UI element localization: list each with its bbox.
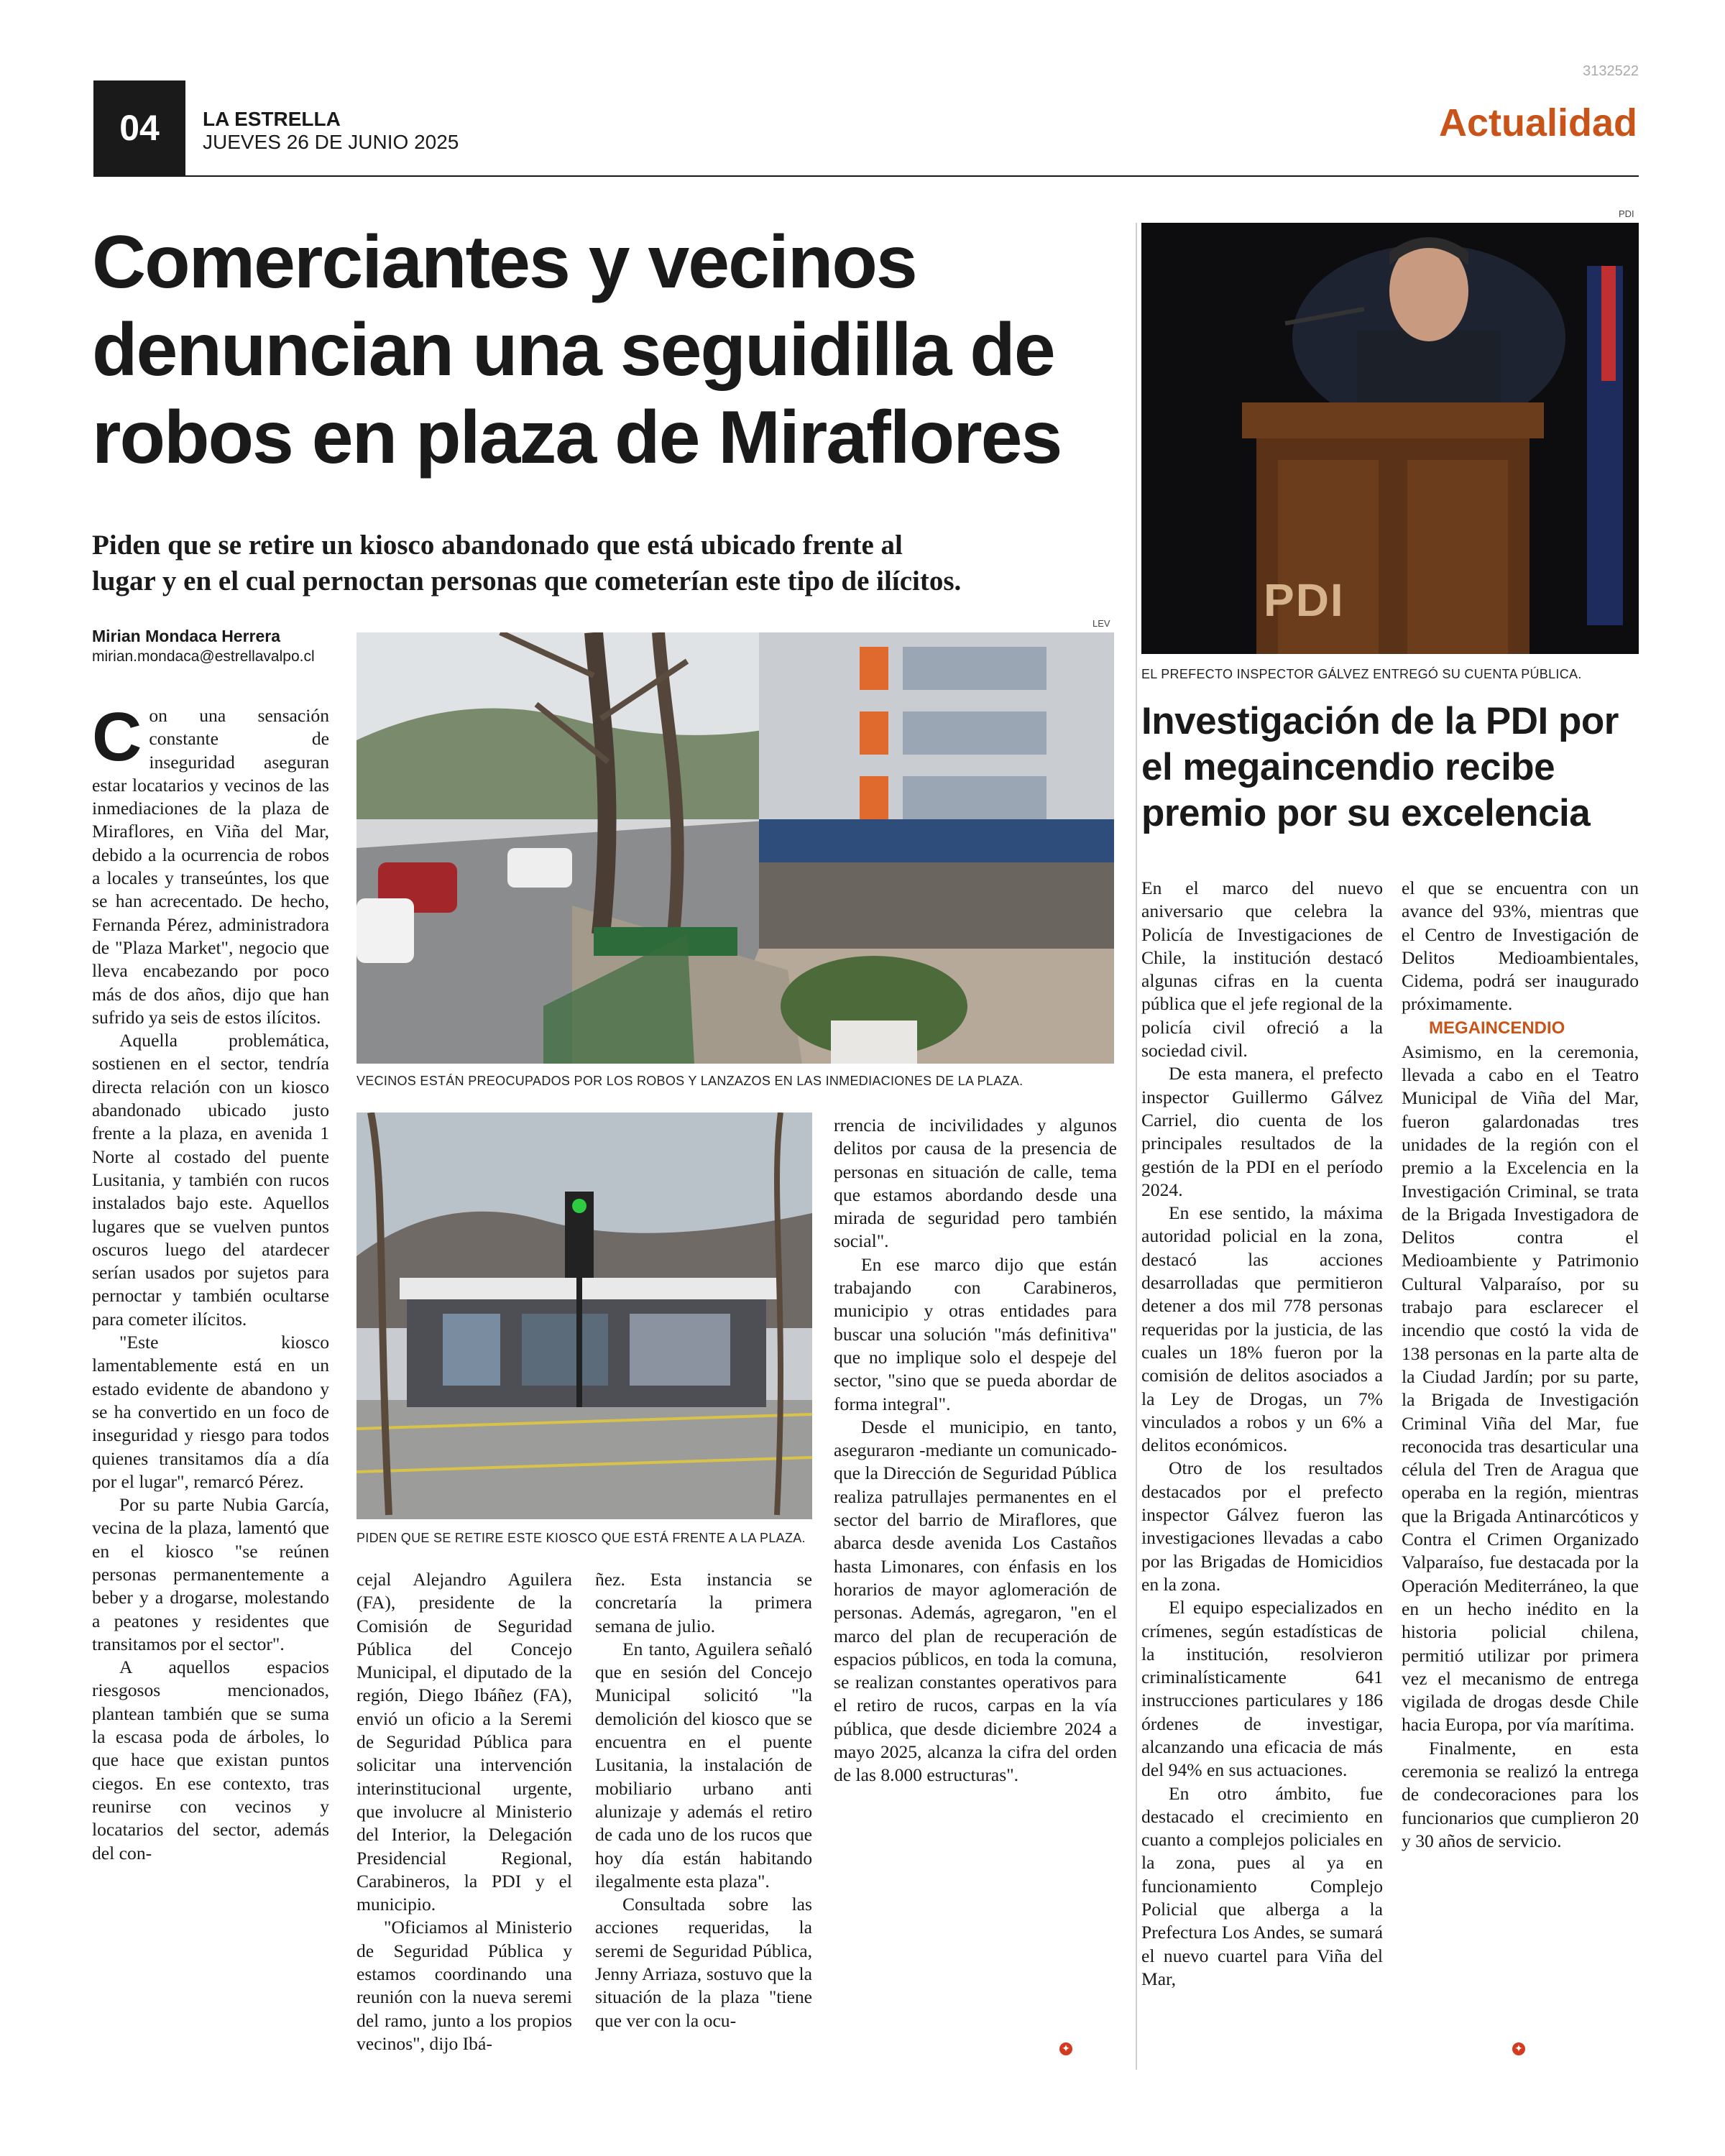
- pdi-photo: [1141, 223, 1639, 654]
- header-rule: [93, 175, 1639, 177]
- main-col-4: [834, 1114, 1117, 2066]
- main-col3-p2: En tanto, Aguilera señaló que en sesión del Concejo Municipal solicitó "la demolición del kiosco que se encuentra en el puente Lusitania, la instalación de mobiliario urbano anti alunizaje y además el retiro de cada uno de los rucos que hoy día están habitando ilegalmente esta plaza".: [595, 1638, 812, 1892]
- deck: [92, 528, 1156, 599]
- side-headline: [1141, 699, 1644, 837]
- side-col2-intro: el que se encuentra con un avance del 93%, mientras que el Centro de Investigación de Delitos Medioambientales, Cidema, podrá ser inaugurado próximamente.: [1402, 877, 1639, 1015]
- street-photo: [356, 632, 1114, 1064]
- main-headline: [92, 218, 1127, 482]
- side-col1-p1: En el marco del nuevo aniversario que celebra la Policía de Investigaciones de Chile, la institución destacó algunas cifras en la cuenta pública que el jefe regional de la policía civil ofreció a la sociedad civil.: [1141, 877, 1383, 1061]
- side-col2-p2: Finalmente, en esta ceremonia se realizó la entrega de condecoraciones para los funcionarios que cumplieron 20 y 30 años de servicio.: [1402, 1737, 1639, 1851]
- main-col2-p1: cejal Alejandro Aguilera (FA), presidente de la Comisión de Seguridad Pública del Concejo Municipal, el diputado de la región, Diego Ibáñez (FA), envió un oficio a la Seremi de Seguridad Pública para solicitar una intervención interinstitucional urgente, que involucre al Ministerio del Interior, la Delegación Presidencial Regional, Carabineros, la PDI y el municipio.: [356, 1569, 572, 1915]
- side-col1-p3: En ese sentido, la máxima autoridad policial en la zona, destacó las acciones desarrolladas que permitieron detener a dos mil 778 personas requeridas por la justicia, de las cuales un 18% fueron por la comisión de delitos asociados a la Ley de Drogas, un 7% vinculados a robos y un 6% a delitos económicos.: [1141, 1202, 1383, 1456]
- side-col1-p6: En otro ámbito, fue destacado el crecimiento en cuanto a complejos policiales en la zona, pues al ya en funcionamiento Complejo Policial que alberga a la Prefectura Los Andes, se sumará el nuevo cuartel para Viña del Mar,: [1141, 1782, 1383, 1989]
- main-col4-p1: rrencia de incivilidades y algunos delitos por causa de la presencia de personas en situación de calle, tema que estamos abordando desde una mirada de seguridad pero también social".: [834, 1115, 1117, 1252]
- byline-author: Mirian Mondaca Herrera: [92, 627, 281, 645]
- side-photo-credit: PDI: [1619, 208, 1634, 219]
- photo1-caption: VECINOS ESTÁN PREOCUPADOS POR LOS ROBOS Y LANZAZOS EN LAS INMEDIACIONES DE LA PLAZA.: [356, 1074, 1024, 1088]
- main-col4-p2: En ese marco dijo que están trabajando con Carabineros, municipio y otras entidades para buscar una solución "más definitiva" que no implique solo el despeje del sector, "sino que se pueda abordar de forma integral".: [834, 1253, 1117, 1414]
- section-divider: [1136, 223, 1137, 2070]
- side-photo-caption: EL PREFECTO INSPECTOR GÁLVEZ ENTREGÓ SU CUENTA PÚBLICA.: [1141, 667, 1582, 681]
- side-col1-p2: De esta manera, el prefecto inspector Guillermo Gálvez Carriel, dio cuenta de los principales resultados de la gestión de la PDI en el período 2024.: [1141, 1063, 1383, 1200]
- main-col3-p1: ñez. Esta instancia se concretaría la primera semana de julio.: [595, 1569, 812, 1636]
- main-col2-p2: "Oficiamos al Ministerio de Seguridad Pública y estamos coordinando una reunión con la nueva seremi del ramo, junto a los propios vecinos", dijo Ibá-: [356, 1917, 572, 2054]
- deck-line-1: Piden que se retire un kiosco abandonado que está ubicado frente al: [92, 530, 903, 561]
- headline-line-2: denuncian una seguidilla de: [92, 308, 1054, 392]
- headline-line-3: robos en plaza de Miraflores: [92, 396, 1062, 479]
- deck-line-2: lugar y en el cual pernoctan personas que cometerían este tipo de ilícitos.: [92, 566, 962, 596]
- main-col-1: [92, 704, 329, 2063]
- podium-sign: PDI: [1264, 574, 1345, 626]
- side-col1-p5: El equipo especializados en crímenes, según estadísticas de la institución, resolvieron criminalísticamente 641 instrucciones particulares y 186 órdenes de investigar, alcanzando una eficacia de más del 94% en sus actuaciones.: [1141, 1597, 1383, 1781]
- kiosk-photo: [356, 1112, 812, 1519]
- byline-email: mirian.mondaca@estrellavalpo.cl: [92, 648, 315, 665]
- main-col1-p1: on una sensación constante de inseguridad aseguran estar locatarios y vecinos de las inmediaciones de la plaza de Miraflores, en Viña del Mar, debido a la ocurrencia de robos a locales y transeúntes, los que se han acrecentado. De hecho, Fernanda Pérez, administradora de "Plaza Market", negocio que lleva encabezando por poco más de dos años, dijo que han sufrido ya seis de estos ilícitos.: [92, 705, 329, 1028]
- end-of-article-icon: ✦: [1059, 2042, 1072, 2055]
- kiosk-illustration: [356, 1112, 812, 1519]
- main-col-3: [595, 1568, 812, 2064]
- page-number: 04: [119, 108, 160, 148]
- main-col4-p3: Desde el municipio, en tanto, aseguraron -mediante un comunicado- que la Dirección de Seguridad Pública realiza patrullajes permanentes en el sector del barrio de Miraflores, que abarca desde avenida Los Castaños hasta Limonares, con énfasis en los horarios de mayor aglomeración de personas. Además, agregaron, "en el marco del plan de recuperación de espacios públicos, en toda la comuna, se realizan constantes operativos para el retiro de rucos, carpas en la vía pública, que desde diciembre 2024 a mayo 2025, alcanza la cifra del orden de las 8.000 estructuras".: [834, 1416, 1117, 1786]
- street-illustration: [356, 632, 1114, 1064]
- side-col-1: [1141, 877, 1383, 2066]
- main-col1-p2: Aquella problemática, sostienen en el sector, tendría directa relación con un kiosco abandonado ubicado justo frente a la plaza, en avenida 1 Norte al costado del puente Lusitania, y también con rucos instalados bajo este. Aquellos lugares que se vuelven puntos oscuros luego del atardecer serían usados por sujetos para pernoctar y también ocultarse para cometer ilícitos.: [92, 1030, 329, 1330]
- side-col-2: [1402, 877, 1639, 2066]
- drop-cap: C: [92, 704, 142, 775]
- side-col1-p4: Otro de los resultados destacados por el prefecto inspector Gálvez fueron las investigaciones llevadas a cabo por las Brigadas de Homicidios en la zona.: [1141, 1457, 1383, 1595]
- side-subhead: MEGAINCENDIO: [1429, 1018, 1565, 1038]
- photo1-credit: LEV: [1092, 618, 1110, 629]
- photo2-caption: PIDEN QUE SE RETIRE ESTE KIOSCO QUE ESTÁ FRENTE A LA PLAZA.: [356, 1531, 806, 1545]
- side-headline-line-2: el megaincendio recibe: [1141, 746, 1555, 788]
- side-headline-line-3: premio por su excelencia: [1141, 792, 1591, 834]
- side-end-of-article-icon: ✦: [1512, 2042, 1525, 2055]
- headline-line-1: Comerciantes y vecinos: [92, 221, 916, 304]
- side-headline-line-1: Investigación de la PDI por: [1141, 700, 1619, 742]
- main-col-2: [356, 1568, 572, 2064]
- main-col1-p5: A aquellos espacios riesgosos mencionados, plantean también que se suma la escasa poda de árboles, lo que hace que existan puntos ciegos. En ese contexto, tras reunirse con vecinos y locatarios del sector, además del con-: [92, 1657, 329, 1864]
- paper-name: LA ESTRELLA: [203, 108, 341, 130]
- page-id: 3132522: [1583, 63, 1639, 79]
- main-col1-p3: "Este kiosco lamentablemente está en un estado evidente de abandono y se ha convertido en un foco de inseguridad y riesgo para todos quienes transitamos día a día por el lugar", remarcó Pérez.: [92, 1332, 329, 1492]
- main-col1-p4: Por su parte Nubia García, vecina de la plaza, lamentó que en el kiosco "se reúnen personas permanentemente a beber y a drogarse, molestando a peatones y residentes que transitamos por el sector".: [92, 1494, 329, 1654]
- issue-date: JUEVES 26 DE JUNIO 2025: [203, 131, 459, 153]
- side-col2-p1: Asimismo, en la ceremonia, llevada a cabo en el Teatro Municipal de Viña del Mar, fueron galardonadas tres unidades de la región con el premio a la Excelencia en la Investigación Criminal, se trata de la Brigada Investigadora de Delitos contra el Medioambiente y Patrimonio Cultural Valparaíso, por su trabajo para esclarecer el incendio que costó la vida de 138 personas en la parte alta de la Ciudad Jardín; por su parte, la Brigada de Investigación Criminal Viña del Mar, fue reconocida tras desarticular una célula del Tren de Aragua que operaba en la región, mientras que la Brigada Antinarcóticos y Contra el Crimen Organizado Valparaíso, fue destacada por la Operación Mediterráneo, la que en un hecho inédito en la historia policial chilena, permitió utilizar por primera vez el mecanismo de entrega vigilada de drogas desde Chile hacia Europa, por vía marítima.: [1402, 1041, 1639, 1736]
- podium-illustration: [1141, 223, 1639, 654]
- section-name: Actualidad: [1438, 101, 1637, 144]
- main-col3-p3: Consultada sobre las acciones requeridas, la seremi de Seguridad Pública, Jenny Arriaza, sostuvo que la situación de la plaza "tiene que ver con la ocu-: [595, 1894, 812, 2031]
